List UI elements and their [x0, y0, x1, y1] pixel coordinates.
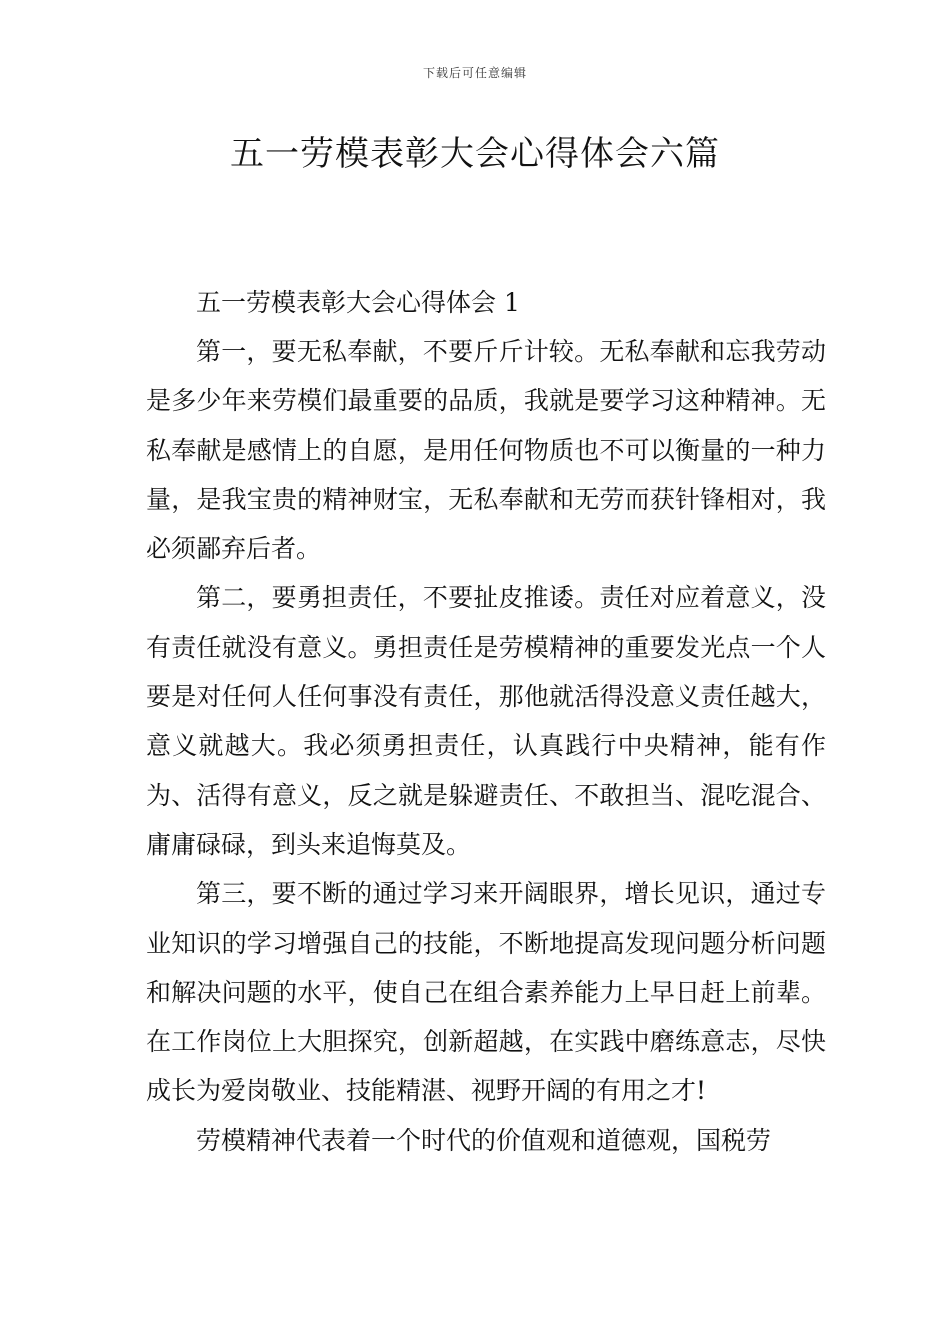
- section-heading: 五一劳模表彰大会心得体会 1: [196, 288, 520, 317]
- paragraph-4: 劳模精神代表着一个时代的价值观和道德观，国税劳: [196, 1125, 772, 1155]
- header-note: 下载后可任意编辑: [422, 66, 527, 80]
- paragraph-1: 第一，要无私奉献，不要斤斤计较。无私奉献和忘我劳动是多少年来劳模们最重要的品质，我就是要学习这种精神。无私奉献是感情上的自愿，是用任何物质也不可以衡量的一种力量，是我宝贵的精神财宝，无私奉献和无劳而获针锋相对，我必须鄙弃后者。: [146, 337, 826, 564]
- paragraph-3: 第三，要不断的通过学习来开阔眼界，增长见识，通过专业知识的学习增强自己的技能，不断地提高发现问题分析问题和解决问题的水平，使自己在组合素养能力上早日赶上前辈。在工作岗位上大胆探究，创新超越，在实践中磨练意志，尽快成长为爱岗敬业、技能精湛、视野开阔的有用之才!: [146, 879, 826, 1106]
- document-body: [146, 278, 826, 1165]
- document-title: 五一劳模表彰大会心得体会六篇: [230, 134, 720, 174]
- paragraph-2: 第二，要勇担责任，不要扯皮推诿。责任对应着意义，没有责任就没有意义。勇担责任是劳模精神的重要发光点一个人要是对任何人任何事没有责任，那他就活得没意义责任越大，意义就越大。我必须勇担责任，认真践行中央精神，能有作为、活得有意义，反之就是躲避责任、不敢担当、混吃混合、庸庸碌碌，到头来追悔莫及。: [146, 583, 826, 859]
